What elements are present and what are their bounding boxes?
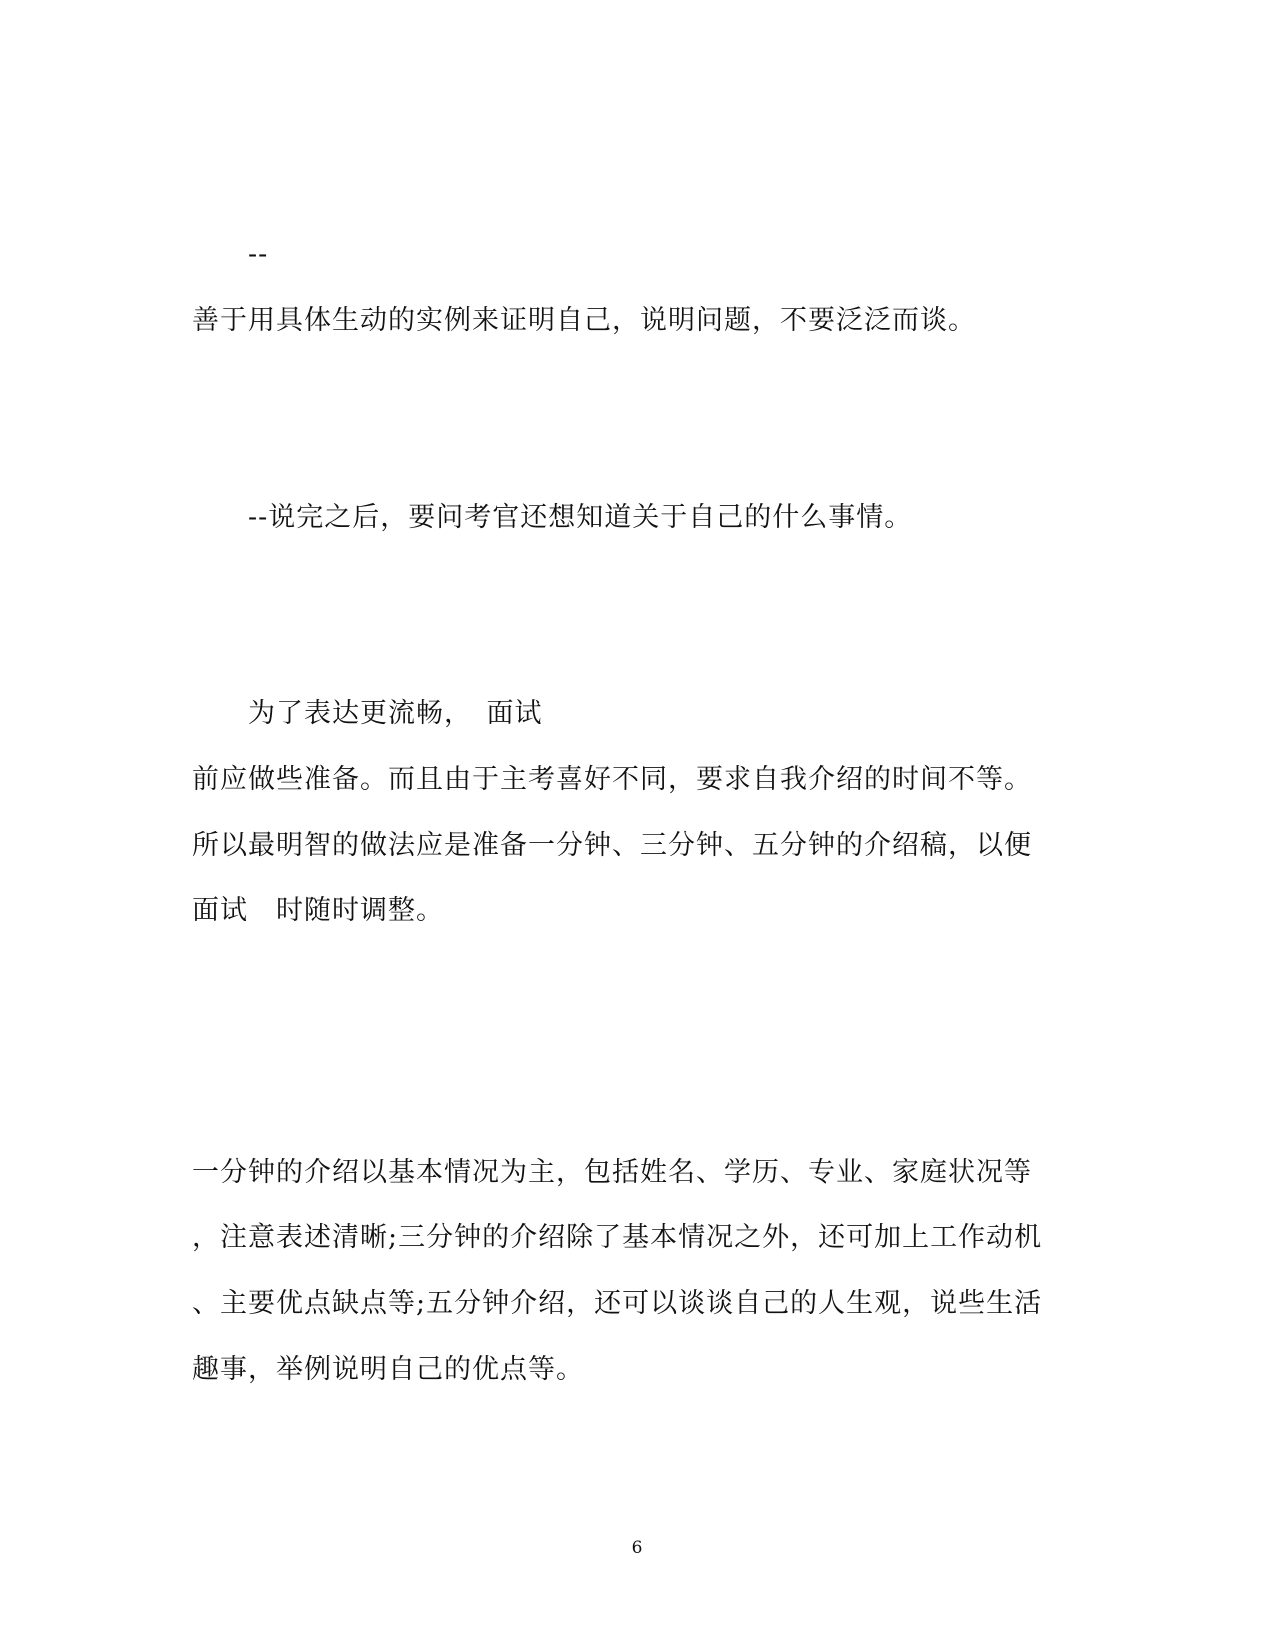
page-number: 6 [631,1538,643,1558]
text-line: 所以最明智的做法应是准备一分钟、三分钟、五分钟的介绍稿，以便 [192,830,1032,861]
text-line: 趣事，举例说明自己的优点等。 [192,1354,584,1385]
text-line: --说完之后，要问考官还想知道关于自己的什么事情。 [248,502,913,533]
text-line-dashes: -- [248,239,269,270]
text-line: 面试 时随时调整。 [192,895,444,926]
text-line: 前应做些准备。而且由于主考喜好不同，要求自我介绍的时间不等。 [192,764,1032,795]
text-line: 、主要优点缺点等;五分钟介绍，还可以谈谈自己的人生观，说些生活 [192,1288,1043,1319]
text-line: ，注意表述清晰;三分钟的介绍除了基本情况之外，还可加上工作动机 [192,1222,1043,1253]
text-line: 善于用具体生动的实例来证明自己，说明问题，不要泛泛而谈。 [192,305,976,336]
text-line: 为了表达更流畅， 面试 [248,698,543,729]
text-line: 一分钟的介绍以基本情况为主，包括姓名、学历、专业、家庭状况等 [192,1157,1032,1188]
